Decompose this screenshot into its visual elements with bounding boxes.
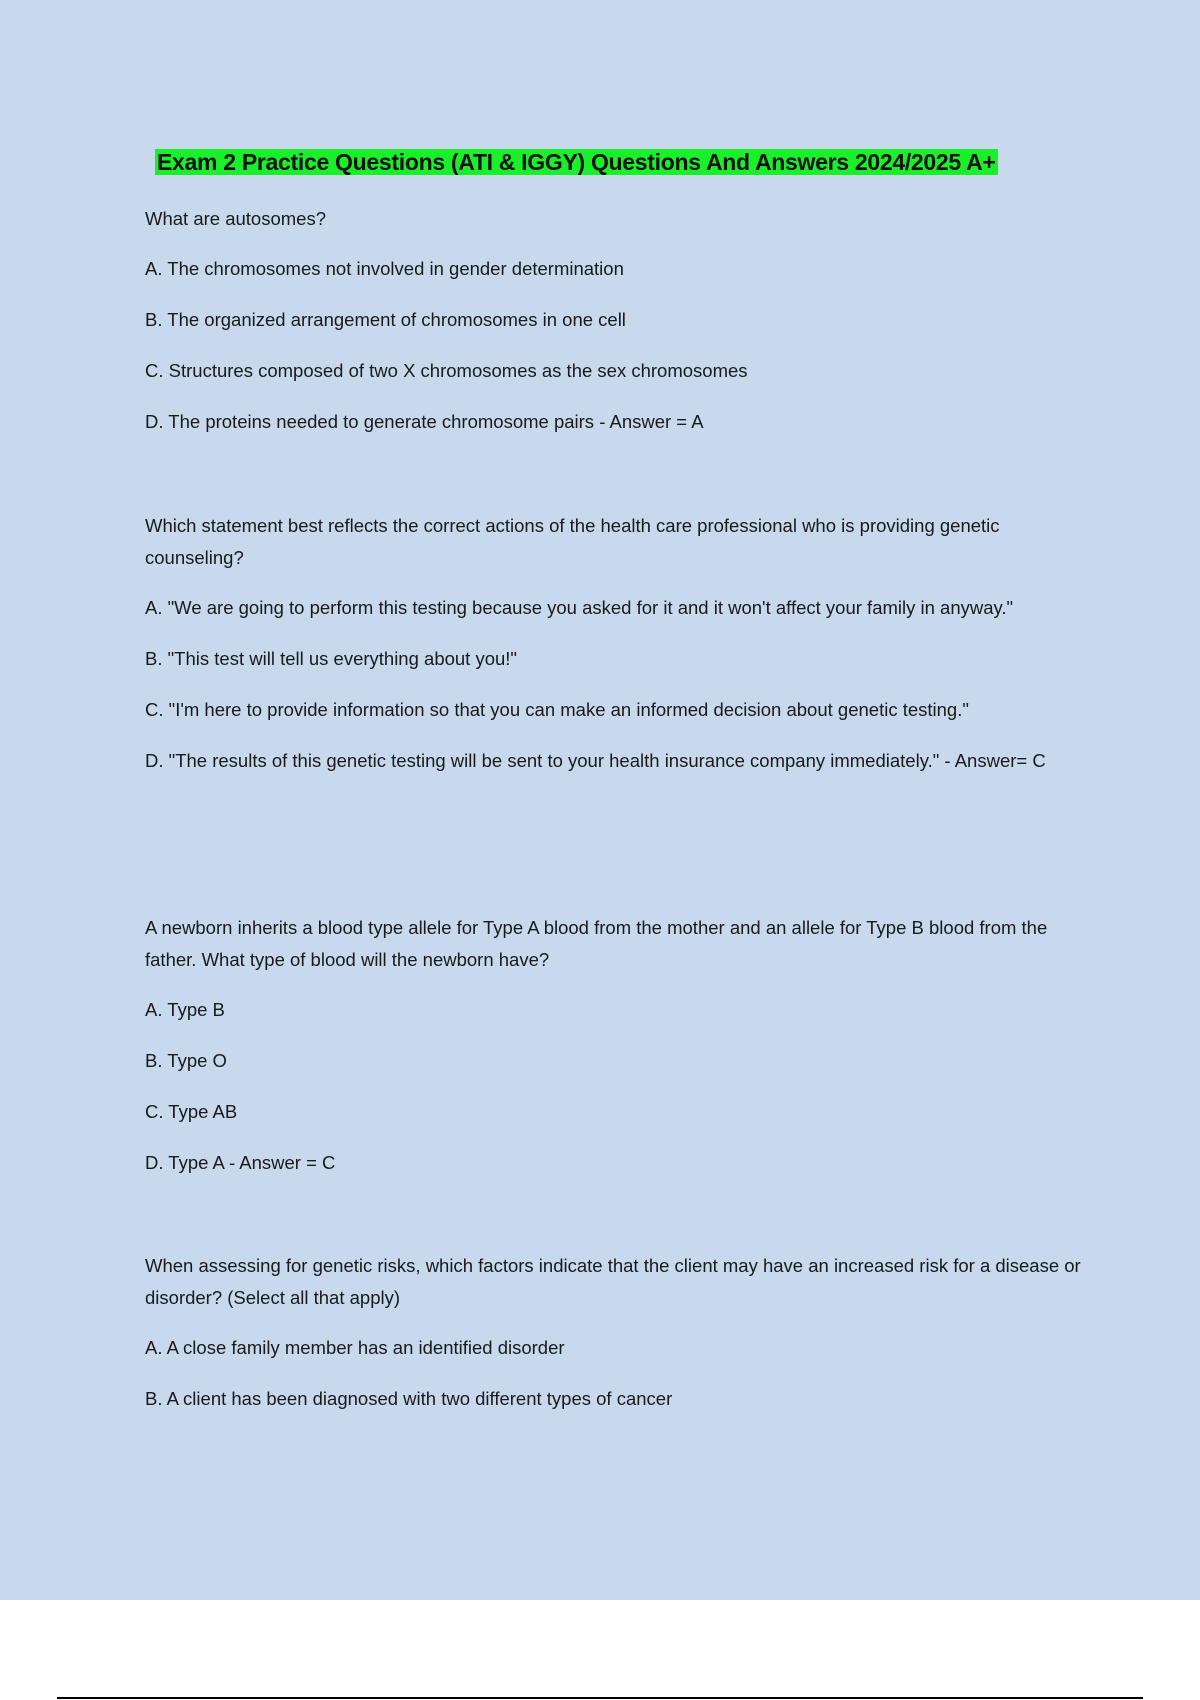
question-3 bbox=[145, 912, 1085, 1198]
document-title-text: Exam 2 Practice Questions (ATI & IGGY) Questions And Answers 2024/2025 A+ bbox=[157, 149, 996, 175]
question-2-stem: Which statement best reflects the correct actions of the health care professional who is providing genetic counseling? bbox=[145, 515, 1000, 568]
question-2-option-c: C. "I'm here to provide information so that you can make an informed decision about genetic testing." bbox=[145, 699, 969, 720]
question-4 bbox=[145, 1250, 1085, 1434]
question-3-option-a: A. Type B bbox=[145, 999, 225, 1020]
question-2-option-b: B. "This test will tell us everything about you!" bbox=[145, 648, 517, 669]
footer-divider bbox=[57, 1697, 1143, 1699]
question-1-option-b: B. The organized arrangement of chromosomes in one cell bbox=[145, 309, 626, 330]
question-4-option-b: B. A client has been diagnosed with two different types of cancer bbox=[145, 1388, 673, 1409]
question-2-option-d: D. "The results of this genetic testing will be sent to your health insurance company immediately." - Answer= C bbox=[145, 750, 1046, 771]
question-3-option-c: C. Type AB bbox=[145, 1101, 238, 1122]
question-4-stem: When assessing for genetic risks, which factors indicate that the client may have an increased risk for a disease or disorder? (Select all that apply) bbox=[145, 1255, 1081, 1308]
question-4-option-a: A. A close family member has an identified disorder bbox=[145, 1337, 565, 1358]
question-2 bbox=[145, 510, 1085, 796]
question-2-option-a: A. "We are going to perform this testing because you asked for it and it won't affect your family in anyway." bbox=[145, 597, 1014, 618]
question-1 bbox=[145, 203, 1085, 457]
question-1-option-d: D. The proteins needed to generate chromosome pairs - Answer = A bbox=[145, 411, 704, 432]
question-3-option-d: D. Type A - Answer = C bbox=[145, 1152, 336, 1173]
question-1-stem: What are autosomes? bbox=[145, 208, 326, 229]
question-3-stem: A newborn inherits a blood type allele for Type A blood from the mother and an allele for Type B blood from the father. What type of blood will the newborn have? bbox=[145, 917, 1048, 970]
question-3-option-b: B. Type O bbox=[145, 1050, 227, 1071]
question-1-option-c: C. Structures composed of two X chromosomes as the sex chromosomes bbox=[145, 360, 748, 381]
document-title bbox=[155, 147, 998, 177]
question-1-option-a: A. The chromosomes not involved in gender determination bbox=[145, 258, 624, 279]
